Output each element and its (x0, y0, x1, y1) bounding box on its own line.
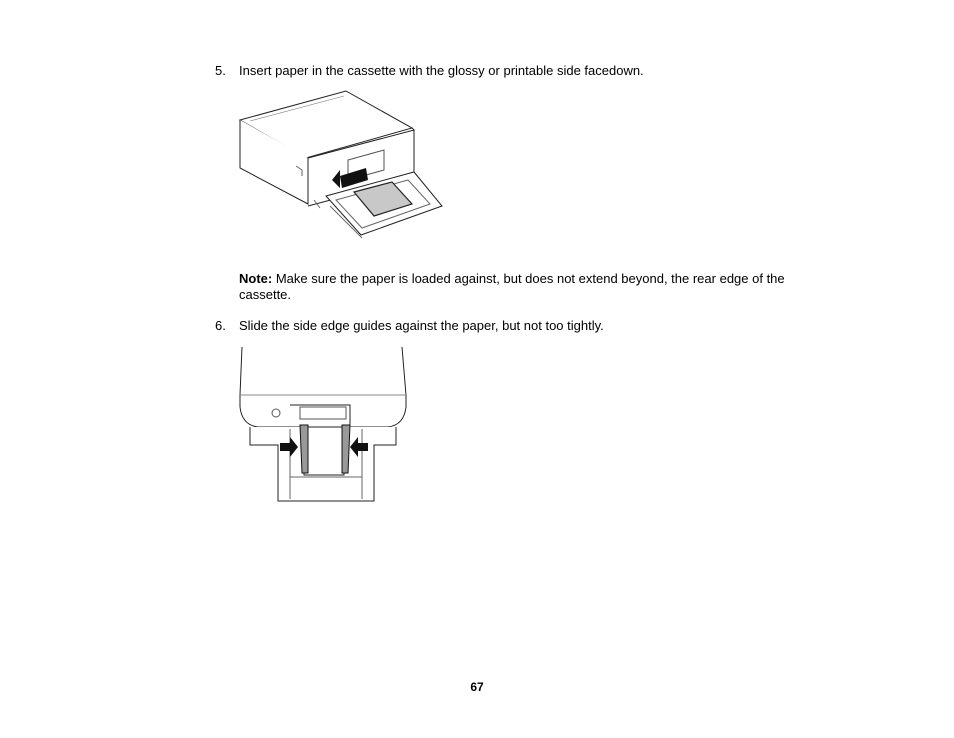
step-6-number: 6. (215, 318, 226, 333)
note-label: Note: (239, 271, 273, 286)
note-paragraph (239, 271, 809, 303)
step-6-text: Slide the side edge guides against the paper, but not too tightly. (239, 318, 604, 333)
edge-guides-illustration (238, 345, 408, 505)
note-text: Make sure the paper is loaded against, but does not extend beyond, the rear edge of the cassette. (239, 271, 785, 302)
printer-load-paper-illustration (236, 88, 446, 243)
page-number: 67 (470, 680, 484, 694)
step-5-number: 5. (215, 63, 226, 78)
step-5-text: Insert paper in the cassette with the glossy or printable side facedown. (239, 63, 644, 78)
